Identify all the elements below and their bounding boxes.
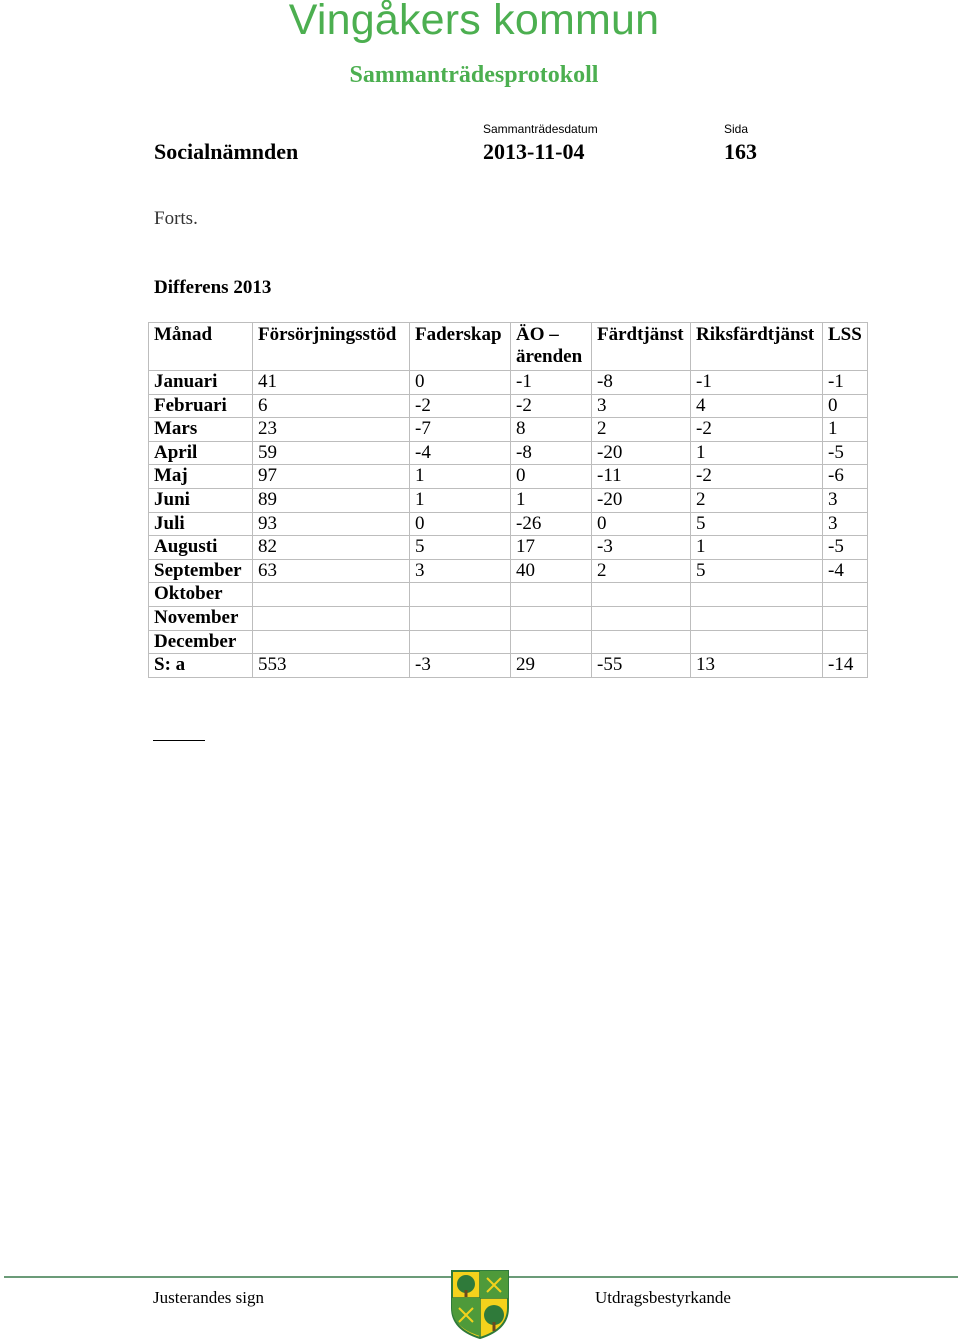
value-cell: 0	[823, 394, 868, 418]
month-cell: Augusti	[149, 536, 253, 560]
value-cell: 3	[823, 488, 868, 512]
value-cell: -1	[691, 371, 823, 395]
value-cell: 0	[592, 512, 691, 536]
value-cell: 13	[691, 654, 823, 678]
value-cell	[253, 630, 410, 654]
month-cell: December	[149, 630, 253, 654]
value-cell: 2	[592, 418, 691, 442]
value-cell	[410, 583, 511, 607]
month-cell: April	[149, 441, 253, 465]
value-cell	[823, 583, 868, 607]
value-cell	[253, 583, 410, 607]
header-cell-fardtjanst: Färdtjänst	[592, 323, 691, 371]
table-row	[149, 559, 868, 583]
month-cell: Januari	[149, 371, 253, 395]
month-cell: Juni	[149, 488, 253, 512]
value-cell: -2	[511, 394, 592, 418]
month-cell: November	[149, 606, 253, 630]
value-cell: -4	[823, 559, 868, 583]
continuation-text: Forts.	[154, 208, 198, 229]
table-row	[149, 371, 868, 395]
month-cell: Mars	[149, 418, 253, 442]
value-cell: 40	[511, 559, 592, 583]
organization-name: Vingåkers kommun	[288, 0, 660, 44]
section-title: Differens 2013	[154, 277, 272, 298]
value-cell: 5	[691, 512, 823, 536]
table-row	[149, 488, 868, 512]
table-row	[149, 394, 868, 418]
value-cell: 1	[823, 418, 868, 442]
value-cell	[410, 606, 511, 630]
value-cell	[511, 606, 592, 630]
table-row	[149, 418, 868, 442]
table-row	[149, 536, 868, 560]
value-cell: -8	[511, 441, 592, 465]
value-cell: -8	[592, 371, 691, 395]
value-cell	[691, 606, 823, 630]
value-cell: -14	[823, 654, 868, 678]
value-cell: 29	[511, 654, 592, 678]
value-cell: 553	[253, 654, 410, 678]
value-cell	[691, 583, 823, 607]
value-cell: 3	[410, 559, 511, 583]
value-cell: -20	[592, 441, 691, 465]
value-cell: 0	[511, 465, 592, 489]
value-cell: -6	[823, 465, 868, 489]
value-cell: 2	[691, 488, 823, 512]
footer-utdragsbestyrkande: Utdragsbestyrkande	[595, 1288, 731, 1307]
value-cell: -5	[823, 441, 868, 465]
table-row	[149, 630, 868, 654]
value-cell: -2	[410, 394, 511, 418]
value-cell: 1	[410, 488, 511, 512]
value-cell: 6	[253, 394, 410, 418]
value-cell: 89	[253, 488, 410, 512]
value-cell	[511, 630, 592, 654]
value-cell: 63	[253, 559, 410, 583]
difference-table	[148, 322, 868, 678]
footer-justerandes-sign: Justerandes sign	[153, 1288, 264, 1307]
page-number: 163	[724, 139, 757, 164]
value-cell	[253, 606, 410, 630]
value-cell	[592, 630, 691, 654]
month-cell: Februari	[149, 394, 253, 418]
header-cell-riksfardtjanst: Riksfärdtjänst	[691, 323, 823, 371]
value-cell: 0	[410, 512, 511, 536]
value-cell: -2	[691, 418, 823, 442]
municipal-coat-of-arms-icon	[449, 1268, 511, 1340]
value-cell: 1	[410, 465, 511, 489]
value-cell: 41	[253, 371, 410, 395]
table-row	[149, 465, 868, 489]
page-label: Sida	[724, 122, 749, 136]
header-cell-forsorjningsstod: Försörjningsstöd	[253, 323, 410, 371]
value-cell: -2	[691, 465, 823, 489]
date-label: Sammanträdesdatum	[483, 122, 598, 136]
value-cell: 2	[592, 559, 691, 583]
table-row	[149, 512, 868, 536]
value-cell: -1	[823, 371, 868, 395]
value-cell: -11	[592, 465, 691, 489]
value-cell: 4	[691, 394, 823, 418]
month-cell: Oktober	[149, 583, 253, 607]
table-header-row	[149, 323, 868, 371]
value-cell: -20	[592, 488, 691, 512]
table-row	[149, 441, 868, 465]
value-cell: -3	[410, 654, 511, 678]
footnote-separator	[153, 740, 205, 741]
value-cell: 1	[691, 441, 823, 465]
month-cell: Juli	[149, 512, 253, 536]
value-cell: 93	[253, 512, 410, 536]
value-cell: 5	[410, 536, 511, 560]
value-cell: -1	[511, 371, 592, 395]
table-row	[149, 583, 868, 607]
month-cell: S: a	[149, 654, 253, 678]
value-cell: 3	[592, 394, 691, 418]
value-cell: -4	[410, 441, 511, 465]
value-cell: -5	[823, 536, 868, 560]
header-cell-month: Månad	[149, 323, 253, 371]
value-cell	[592, 583, 691, 607]
value-cell	[691, 630, 823, 654]
header-cell-lss: LSS	[823, 323, 868, 371]
value-cell: -7	[410, 418, 511, 442]
value-cell: 17	[511, 536, 592, 560]
value-cell: 5	[691, 559, 823, 583]
committee-name: Socialnämnden	[154, 139, 299, 164]
table-row	[149, 606, 868, 630]
document-type: Sammanträdesprotokoll	[349, 62, 599, 88]
table-row	[149, 654, 868, 678]
value-cell: 97	[253, 465, 410, 489]
value-cell	[592, 606, 691, 630]
value-cell: 1	[691, 536, 823, 560]
value-cell: 23	[253, 418, 410, 442]
month-cell: Maj	[149, 465, 253, 489]
value-cell	[823, 630, 868, 654]
value-cell: 59	[253, 441, 410, 465]
value-cell	[511, 583, 592, 607]
value-cell: -26	[511, 512, 592, 536]
value-cell	[410, 630, 511, 654]
meeting-date: 2013-11-04	[483, 139, 585, 164]
value-cell: 0	[410, 371, 511, 395]
value-cell: -3	[592, 536, 691, 560]
value-cell: 3	[823, 512, 868, 536]
value-cell: 82	[253, 536, 410, 560]
value-cell: 1	[511, 488, 592, 512]
value-cell: 8	[511, 418, 592, 442]
value-cell	[823, 606, 868, 630]
value-cell: -55	[592, 654, 691, 678]
header-cell-ao-arenden: ÄO – ärenden	[511, 323, 592, 371]
header-cell-faderskap: Faderskap	[410, 323, 511, 371]
month-cell: September	[149, 559, 253, 583]
